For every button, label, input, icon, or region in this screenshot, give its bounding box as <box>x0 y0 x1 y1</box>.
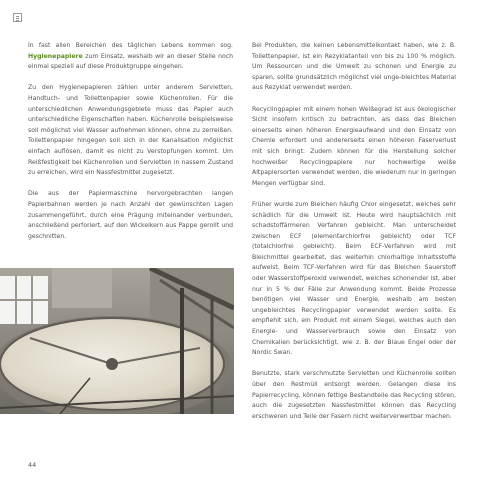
paragraph-3: Früher wurde zum Bleichen häufig Chlor eingesetzt, welches sehr schädlich für die Umwelt ist. Heute wird hauptsächlich mit schadstoffärmeren Verfahren gebleicht. Man unterscheidet zwischen ECF (elementarchlorfrei gebleicht) oder TCF (totalchlorfrei gebleicht). Beim ECF-Verfahren wird mit Bleichmittel gearbeitet, das weiterhin chlorhaltige Inhaltsstoffe aufweist. Beim TCF-Verfahren wird für das Bleichen Sauerstoff oder Wasserstoffperoxid verwendet, welches schonender ist, aber nur in 5 % der Fälle zur Anwendung kommt. Beide Prozesse benötigen viel Wasser und Energie, weshalb am besten ungebleichtes Recyclingpapier verwendet werden sollte. Es empfiehlt sich, ein Produkt mit einem Siegel, welches auch den Energie- und Wasserverbrauch sowie den Einsatz von Chemikalien berücksichtigt, wie z. B. der Blaue Engel oder der Nordic Swan. <box>252 200 456 357</box>
paragraph-4: Benutzte, stark verschmutzte Servietten und Küchenrolle sollten über den Restmüll entsorgt werden. Gelangen diese ins Papierrecycling, können fettige Bestandteile das Recycling stören, auch die zugesetzten Nassfestmittel können das Recycling erschweren und Teile der Fasern nicht weiterverwertbar machen. <box>252 370 456 420</box>
right-column <box>252 41 456 433</box>
paragraph-text: In fast allen Bereichen des täglichen Lebens kommen sog. <box>28 42 233 49</box>
highlighted-term: Hygienepapiere <box>28 52 83 60</box>
paper-machine-photo <box>0 268 234 414</box>
paragraph-1: Bei Produkten, die keinen Lebensmittelkontakt haben, wie z. B. Toilettenpapier, ist ein Rezyklatanteil von bis zu 100 % möglich. Um Ressourcen und die Umwelt zu schonen und Energie zu sparen, sollte grundsätzlich möglichst viel unge-bleichtes Material aus Rezyklat verwendet werden. <box>252 42 456 92</box>
paragraph-text: zum Einsatz, weshalb wir an dieser Stelle noch einmal speziell auf diese Produktgruppe eingehen. <box>28 52 234 71</box>
paragraph-3: Die aus der Papiermaschine hervorgebrachten langen Papierbahnen werden je nach Anzahl der gewünschten Lagen zusammengeführt, durch eine Prägung miteinander verbunden, anschließend perforiert, auf den Wickelkern aus Pappe gerollt und geschnitten. <box>28 190 233 240</box>
menu-icon[interactable] <box>13 13 22 22</box>
left-column <box>28 41 233 253</box>
paragraph-2: Zu den Hygienepapieren zählen unter anderem Servietten, Handtuch- und Toilettenpapier sowie Küchenrollen. Für die unterschiedlichen Anwendungsgebiete muss das Papier auch unterschiedliche Eigenschaften haben. Küchenrolle beispielsweise soll möglichst viel Wasser aufnehmen können, ohne zu zerreißen. Toilettenpapier hingegen soll sich in der Kanalisation möglichst einfach auflösen, damit es nicht zu Verstopfungen kommt. Um Reißfestigkeit bei Küchenrollen und Servietten in nassem Zustand zu erreichen, wird ein Nassfestmittel zugesetzt. <box>28 84 233 177</box>
page-number: 44 <box>28 461 37 469</box>
paragraph-2: Recyclingpapier mit einem hohen Weißegrad ist aus ökologischer Sicht insofern kritisch zu betrachten, als dass das Bleichen einerseits einen höheren Energieaufwand und den Einsatz von Chemie erfordert und andererseits einen höheren Faserverlust mit sich bringt. Zudem können für die Herstellung solcher hochweißer Recyclingpapiere nur hochwertige weiße Altpapiersorten verwendet werden, die wiederum nur in geringen Mengen verfügbar sind. <box>252 105 456 187</box>
paragraph-1 <box>28 41 233 73</box>
